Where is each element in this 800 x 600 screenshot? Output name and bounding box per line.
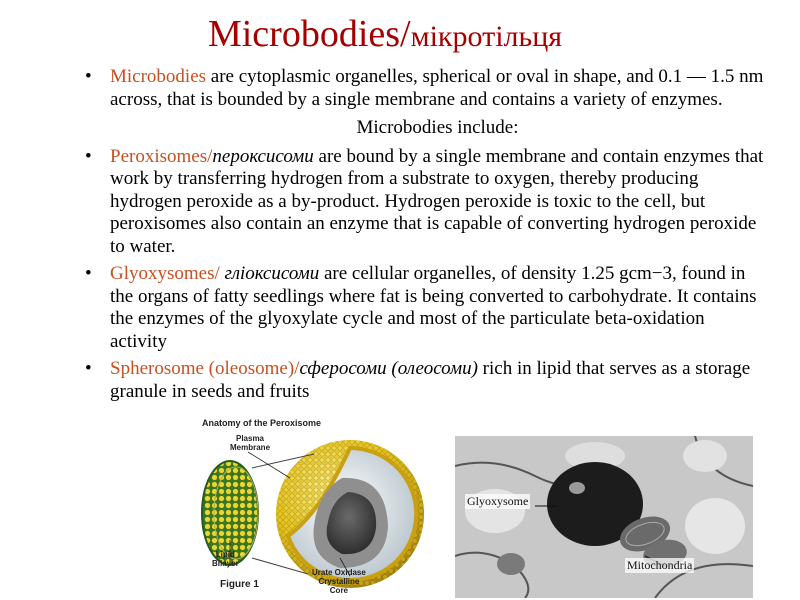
bullet-lead-ukrainian: пероксисоми xyxy=(212,145,314,167)
micrograph-figure xyxy=(455,436,753,598)
bullet-lead: Microbodies xyxy=(110,66,207,87)
bullet-dot: • xyxy=(85,66,92,87)
bullet-lead: Peroxisomes/ xyxy=(110,145,213,167)
label-urate-oxidase-core: Urate Oxidase Crystalline Core xyxy=(312,568,366,595)
bullet-text: are bound by a single membrane and contain enzymes that work by transferring hydrogen from a substrate to oxygen, thereby producing hydrogen peroxide as a by-product. Hydrogen peroxide is toxic to the cell, but peroxisomes also contain an enzyme that is capable of converting hydrogen peroxide to water. xyxy=(110,145,764,257)
bullet-text: are cellular organelles, of density 1.25 gcm−3, found in the organs of fatty seedlings where fat is being converted to carbohydrate. It contains the enzymes of the glyoxylate cycle and most of the particulate beta-oxidation activity xyxy=(110,263,757,352)
bullet-list xyxy=(85,66,765,403)
label-mitochondria: Mitochondria xyxy=(627,558,693,572)
label-glyoxysome: Glyoxysome xyxy=(467,494,529,508)
micrograph-image xyxy=(455,436,753,598)
label-lipid-bilayer: Lipid Bilayer xyxy=(212,550,239,568)
bullet-spherosome xyxy=(85,358,765,403)
bullet-lead-ukrainian: гліоксисоми xyxy=(224,263,320,284)
bullet-lead: Glyoxysomes/ xyxy=(110,263,225,284)
peroxisome-anatomy-figure xyxy=(190,418,438,598)
include-line: Microbodies include: xyxy=(356,117,519,138)
bullet-lead-ukrainian: сферосоми (олеосоми) xyxy=(299,358,478,379)
label-plasma-membrane: Plasma Membrane xyxy=(230,434,271,452)
title-ukrainian: мікротільця xyxy=(410,20,563,53)
figure-title: Anatomy of the Peroxisome xyxy=(202,418,322,428)
bullet-peroxisomes xyxy=(85,146,765,259)
slide-title xyxy=(0,12,770,56)
bullet-microbodies xyxy=(85,66,765,111)
title-main: Microbodies xyxy=(207,13,401,55)
label-figure-number: Figure 1 xyxy=(220,579,259,590)
bullet-dot: • xyxy=(85,358,92,379)
bullet-text: rich in lipid that serves as a storage granule in seeds and fruits xyxy=(110,358,751,402)
bullet-text: are cytoplasmic organelles, spherical or oval in shape, and 0.1 — 1.5 nm across, that is bounded by a single membrane and contains a variety of enzymes. xyxy=(110,66,764,110)
bullet-dot: • xyxy=(85,263,92,284)
bullet-lead: Spherosome (oleosome)/ xyxy=(110,358,300,379)
title-slash: / xyxy=(400,13,411,55)
bullet-dot: • xyxy=(85,145,92,167)
bullet-glyoxysomes xyxy=(85,263,765,353)
